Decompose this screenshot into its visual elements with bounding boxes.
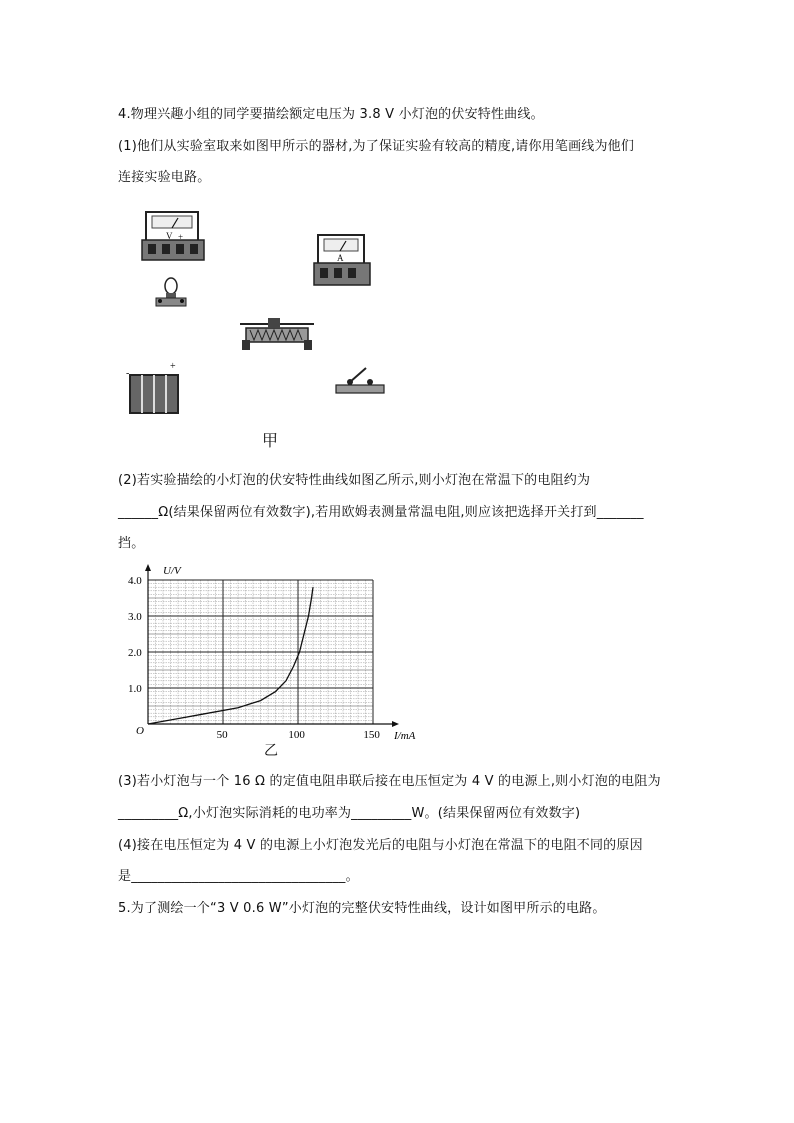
rheostat-icon [240, 318, 314, 350]
q4-part4-line1: (4)接在电压恒定为 4 V 的电源上小灯泡发光后的电阻与小灯泡在常温下的电阻不同的原因 [118, 838, 643, 853]
battery-icon [126, 361, 178, 413]
x-tick-label: 50 [216, 729, 228, 741]
figure-yi-chart [118, 558, 428, 758]
q5-title: 5.为了测绘一个“3 V 0.6 W”小灯泡的完整伏安特性曲线，设计如图甲所示的电路。 [118, 901, 606, 916]
voltmeter-plus: + [178, 232, 184, 242]
q4-part1-line1: (1)他们从实验室取来如图甲所示的器材,为了保证实验有较高的精度,请你用笔画线为他们 [118, 139, 635, 154]
chart-origin-label: O [136, 725, 144, 737]
voltmeter-label: V [166, 231, 173, 241]
figure-yi-caption: 乙 [264, 743, 278, 759]
ammeter-icon [314, 235, 370, 285]
q4-part3-line2: _________Ω,小灯泡实际消耗的电功率为_________W。(结果保留两位有效数字) [118, 806, 581, 821]
chart-x-axis-label: I/mA [394, 730, 416, 742]
figure-jia-caption: 甲 [262, 431, 279, 450]
battery-minus: - [126, 368, 130, 379]
y-tick-label: 2.0 [128, 647, 142, 659]
y-axis-arrow [145, 564, 151, 571]
figure-jia-equipment [118, 200, 408, 430]
ammeter-label: A [337, 253, 344, 263]
q4-part1-line2: 连接实验电路。 [118, 170, 211, 185]
chart-tick-labels [128, 575, 380, 741]
x-tick-label: 100 [288, 729, 305, 741]
voltmeter-icon [142, 212, 204, 260]
y-tick-label: 1.0 [128, 683, 142, 695]
x-tick-label: 150 [363, 729, 380, 741]
q4-part4-line2: 是________________________________。 [118, 869, 359, 884]
q4-part2-line2: ______Ω(结果保留两位有效数字),若用欧姆表测量常温电阻,则应该把选择开关打到_______ [118, 505, 644, 520]
x-axis-arrow [392, 721, 399, 727]
battery-plus: + [170, 361, 176, 372]
q4-part2-line3: 挡。 [118, 536, 145, 551]
chart-y-axis-label: U/V [163, 565, 181, 577]
q4-title: 4.物理兴趣小组的同学要描绘额定电压为 3.8 V 小灯泡的伏安特性曲线。 [118, 107, 544, 122]
bulb-icon [156, 278, 186, 306]
q4-part2-line1: (2)若实验描绘的小灯泡的伏安特性曲线如图乙所示,则小灯泡在常温下的电阻约为 [118, 473, 591, 488]
y-tick-label: 4.0 [128, 575, 142, 587]
y-tick-label: 3.0 [128, 611, 142, 623]
q4-part3-line1: (3)若小灯泡与一个 16 Ω 的定值电阻串联后接在电压恒定为 4 V 的电源上,则小灯泡的电阻为 [118, 774, 661, 789]
switch-icon [336, 368, 384, 393]
